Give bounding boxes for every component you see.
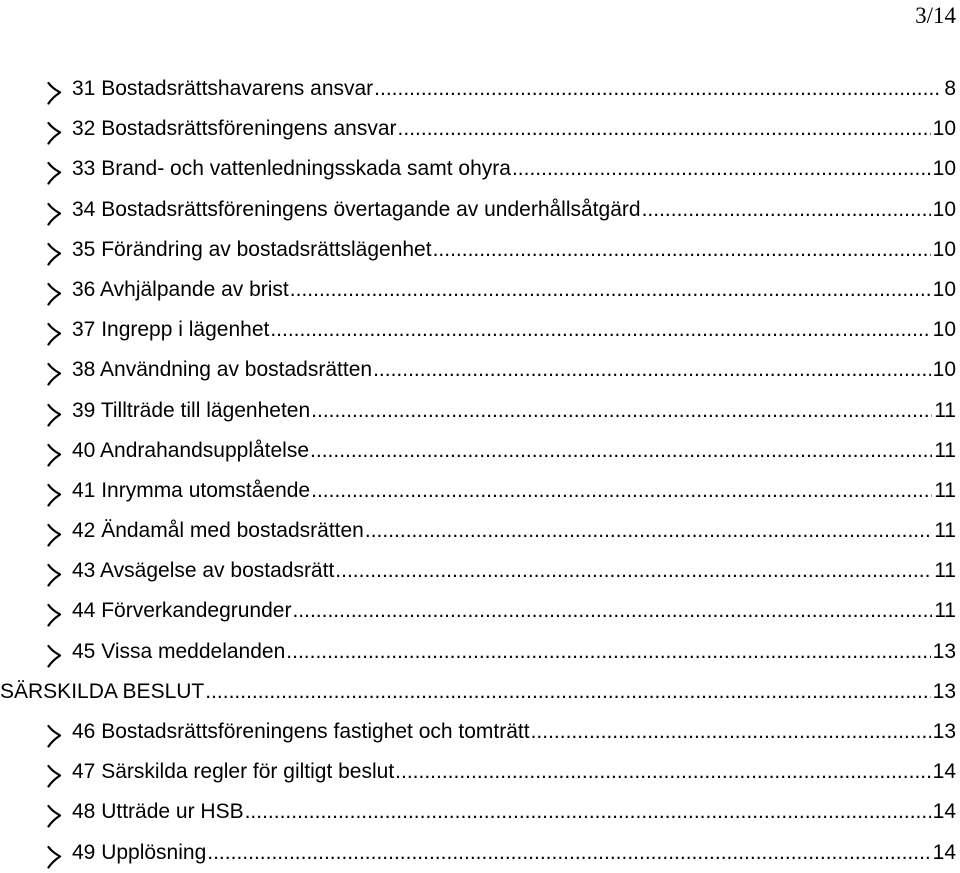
toc-entry-label: 49 Upplösning [72, 840, 207, 864]
hyphen-icon [47, 761, 65, 789]
toc-entry[interactable] [0, 350, 960, 390]
toc-entry-label: 35 Förändring av bostadsrättslägenhet [72, 237, 432, 261]
hyphen-icon [47, 641, 65, 669]
toc-dot-leader [292, 591, 932, 631]
toc-page-number: 14 [932, 760, 956, 784]
toc-entry[interactable] [0, 270, 960, 310]
toc-page-number: 10 [932, 237, 956, 261]
toc-dot-leader [512, 149, 931, 189]
toc-entry-label: 43 Avsägelse av bostadsrätt [72, 559, 335, 583]
toc-entry-label: 33 Brand- och vattenledningsskada samt ohyra [72, 157, 511, 181]
toc-page-number: 11 [934, 559, 956, 583]
toc-entry[interactable] [0, 752, 960, 792]
hyphen-icon [47, 279, 65, 307]
toc-entry[interactable] [0, 109, 960, 149]
toc-entry-label: 37 Ingrepp i lägenhet [72, 318, 270, 342]
toc-dot-leader [245, 792, 931, 832]
toc-entry-label: 32 Bostadsrättsföreningens ansvar [72, 117, 397, 141]
toc-entry[interactable] [0, 310, 960, 350]
toc-entry-label: 45 Vissa meddelanden [72, 639, 286, 663]
toc-entry-label: 31 Bostadsrättshavarens ansvar [72, 77, 374, 100]
hyphen-icon [47, 118, 65, 146]
hyphen-icon [47, 600, 65, 628]
toc-entry-label: 36 Avhjälpande av brist [72, 277, 289, 301]
toc-entry[interactable] [0, 833, 960, 873]
toc-dot-leader [205, 672, 930, 712]
toc-entry-label: 47 Särskilda regler för giltigt beslut [72, 760, 395, 784]
toc-page-number: 14 [932, 840, 956, 864]
toc-dot-leader [286, 632, 930, 672]
toc-dot-leader [335, 551, 932, 591]
toc-entry[interactable] [0, 69, 960, 109]
toc-dot-leader [310, 431, 932, 471]
toc-entry[interactable] [0, 712, 960, 752]
toc-page-number: 13 [932, 639, 956, 663]
toc-entry-label: 46 Bostadsrättsföreningens fastighet och tomträtt [72, 720, 530, 743]
toc-dot-leader [365, 511, 932, 551]
toc-dot-leader [395, 752, 930, 792]
toc-entry-label: 34 Bostadsrättsföreningens övertagande av underhållsåtgärd [72, 197, 641, 221]
toc-page-number: 13 [932, 720, 956, 743]
toc-entry[interactable] [0, 230, 960, 270]
toc-entry[interactable] [0, 391, 960, 431]
toc-entry[interactable] [0, 792, 960, 832]
toc-section-heading[interactable] [0, 672, 960, 712]
hyphen-icon [47, 319, 65, 347]
toc-page-number: 11 [934, 519, 956, 543]
toc-page-number: 10 [932, 197, 956, 221]
toc-page-number: 10 [932, 358, 956, 382]
hyphen-icon [47, 560, 65, 588]
toc-entry-label: 42 Ändamål med bostadsrätten [72, 519, 364, 543]
toc-dot-leader [311, 471, 932, 511]
toc-entry[interactable] [0, 431, 960, 471]
hyphen-icon [47, 842, 65, 870]
toc-page-number: 10 [932, 277, 956, 301]
hyphen-icon [47, 158, 65, 186]
toc-dot-leader [311, 391, 932, 431]
toc-entry[interactable] [0, 511, 960, 551]
toc-page-number: 14 [932, 800, 956, 824]
toc-dot-leader [270, 310, 930, 350]
toc-page-number: 11 [934, 599, 956, 623]
toc-entry-label: 38 Användning av bostadsrätten [72, 358, 373, 382]
toc-dot-leader [290, 270, 931, 310]
toc-dot-leader [531, 712, 931, 752]
toc-entry-label: SÄRSKILDA BESLUT [0, 679, 205, 703]
hyphen-icon [47, 721, 65, 749]
toc-page-number: 11 [934, 478, 956, 502]
toc-dot-leader [207, 833, 930, 873]
toc-entry-label: 39 Tillträde till lägenheten [72, 398, 311, 422]
hyphen-icon [47, 239, 65, 267]
toc-entry[interactable] [0, 632, 960, 672]
toc-dot-leader [373, 350, 931, 390]
toc-dot-leader [642, 190, 931, 230]
toc-entry-label: 41 Inrymma utomstående [72, 478, 311, 502]
page-number: 3/14 [915, 3, 956, 28]
toc-dot-leader [433, 230, 931, 270]
toc-page-number: 8 [944, 77, 956, 100]
toc-entry[interactable] [0, 149, 960, 189]
toc-entry-label: 48 Utträde ur HSB [72, 800, 244, 824]
hyphen-icon [47, 440, 65, 468]
toc-page-number: 11 [934, 398, 956, 422]
toc-page-number: 10 [932, 117, 956, 141]
toc-entry[interactable] [0, 190, 960, 230]
toc-page-number: 13 [932, 679, 956, 703]
toc-entry-label: 40 Andrahandsupplåtelse [72, 438, 310, 462]
hyphen-icon [47, 480, 65, 508]
toc-entry[interactable] [0, 471, 960, 511]
toc-page-number: 10 [932, 318, 956, 342]
hyphen-icon [47, 199, 65, 227]
hyphen-icon [47, 520, 65, 548]
hyphen-icon [47, 801, 65, 829]
toc-page-number: 10 [932, 157, 956, 181]
hyphen-icon [47, 400, 65, 428]
toc-entry[interactable] [0, 591, 960, 631]
toc-dot-leader [398, 109, 931, 149]
toc-page-number: 11 [934, 438, 956, 462]
toc-dot-leader [374, 69, 942, 109]
toc-entry[interactable] [0, 551, 960, 591]
table-of-contents [0, 69, 960, 873]
toc-entry-label: 44 Förverkandegrunder [72, 599, 292, 623]
hyphen-icon [47, 359, 65, 387]
hyphen-icon [47, 78, 65, 106]
